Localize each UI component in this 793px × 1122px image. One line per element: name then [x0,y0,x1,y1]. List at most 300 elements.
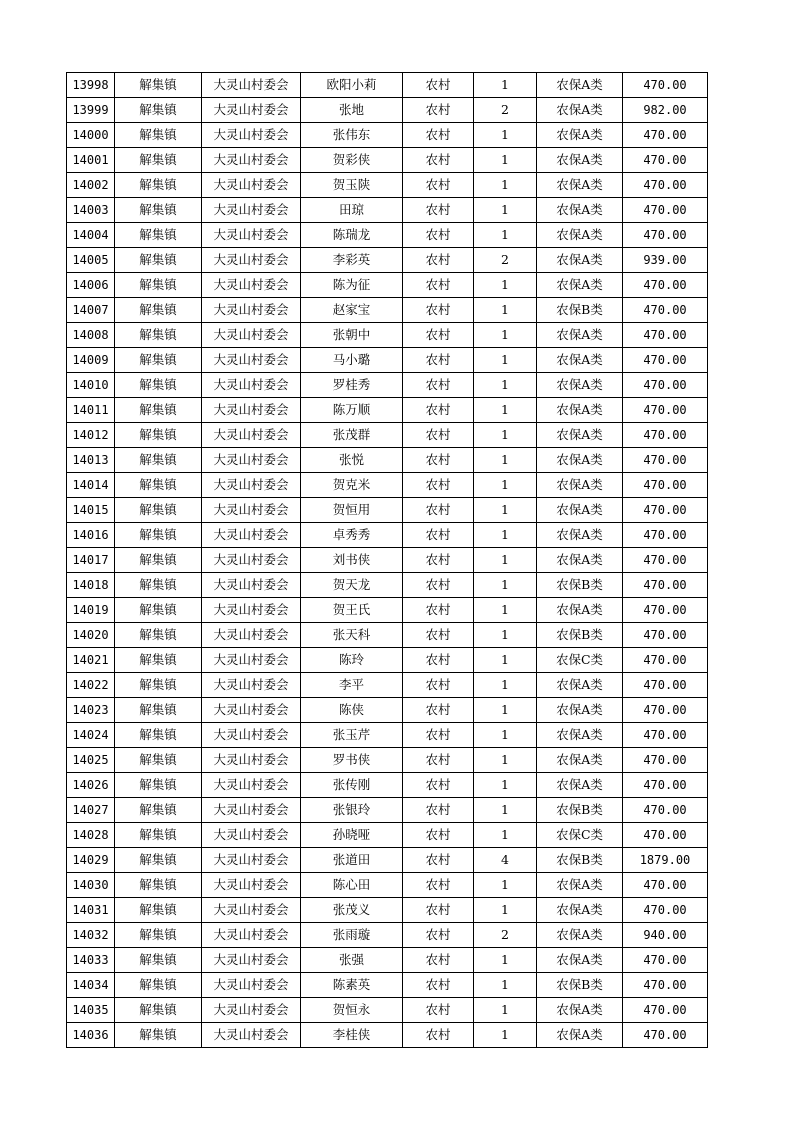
town-name-cell: 解集镇 [115,123,202,148]
area-type-cell: 农村 [403,848,474,873]
person-name-cell: 贺天龙 [301,573,403,598]
person-name-cell: 张茂义 [301,898,403,923]
table-row [67,423,708,448]
household-count-cell: 1 [474,448,537,473]
household-count-cell: 1 [474,348,537,373]
area-type-cell: 农村 [403,173,474,198]
insurance-category-cell: 农保C类 [537,823,623,848]
village-committee-cell: 大灵山村委会 [202,873,301,898]
serial-number-cell: 14016 [67,523,115,548]
village-committee-cell: 大灵山村委会 [202,248,301,273]
village-committee-cell: 大灵山村委会 [202,373,301,398]
serial-number-cell: 14035 [67,998,115,1023]
village-committee-cell: 大灵山村委会 [202,323,301,348]
town-name-cell: 解集镇 [115,423,202,448]
insurance-category-cell: 农保A类 [537,598,623,623]
insurance-category-cell: 农保B类 [537,573,623,598]
amount-cell: 470.00 [623,673,708,698]
town-name-cell: 解集镇 [115,473,202,498]
village-committee-cell: 大灵山村委会 [202,423,301,448]
area-type-cell: 农村 [403,273,474,298]
town-name-cell: 解集镇 [115,298,202,323]
person-name-cell: 卓秀秀 [301,523,403,548]
village-committee-cell: 大灵山村委会 [202,598,301,623]
table-row [67,148,708,173]
table-row [67,673,708,698]
area-type-cell: 农村 [403,723,474,748]
area-type-cell: 农村 [403,448,474,473]
serial-number-cell: 14023 [67,698,115,723]
household-count-cell: 1 [474,898,537,923]
amount-cell: 470.00 [623,1023,708,1048]
person-name-cell: 张朝中 [301,323,403,348]
household-count-cell: 1 [474,1023,537,1048]
village-committee-cell: 大灵山村委会 [202,273,301,298]
insurance-category-cell: 农保A类 [537,473,623,498]
town-name-cell: 解集镇 [115,273,202,298]
town-name-cell: 解集镇 [115,948,202,973]
amount-cell: 470.00 [623,123,708,148]
table-row [67,1023,708,1048]
amount-cell: 982.00 [623,98,708,123]
village-committee-cell: 大灵山村委会 [202,898,301,923]
person-name-cell: 罗书侠 [301,748,403,773]
table-row [67,948,708,973]
village-committee-cell: 大灵山村委会 [202,448,301,473]
amount-cell: 470.00 [623,273,708,298]
area-type-cell: 农村 [403,698,474,723]
town-name-cell: 解集镇 [115,898,202,923]
area-type-cell: 农村 [403,348,474,373]
village-committee-cell: 大灵山村委会 [202,948,301,973]
insurance-category-cell: 农保A类 [537,448,623,473]
table-row [67,98,708,123]
town-name-cell: 解集镇 [115,98,202,123]
household-count-cell: 1 [474,773,537,798]
table-row [67,573,708,598]
area-type-cell: 农村 [403,498,474,523]
household-count-cell: 1 [474,148,537,173]
insurance-category-cell: 农保A类 [537,748,623,773]
household-count-cell: 1 [474,273,537,298]
amount-cell: 470.00 [623,348,708,373]
amount-cell: 470.00 [623,798,708,823]
insurance-category-cell: 农保A类 [537,273,623,298]
town-name-cell: 解集镇 [115,973,202,998]
area-type-cell: 农村 [403,573,474,598]
relief-roster-table [66,72,708,1048]
village-committee-cell: 大灵山村委会 [202,798,301,823]
town-name-cell: 解集镇 [115,623,202,648]
insurance-category-cell: 农保A类 [537,148,623,173]
serial-number-cell: 14029 [67,848,115,873]
serial-number-cell: 13999 [67,98,115,123]
insurance-category-cell: 农保A类 [537,1023,623,1048]
town-name-cell: 解集镇 [115,198,202,223]
table-row [67,798,708,823]
table-row [67,298,708,323]
insurance-category-cell: 农保A类 [537,398,623,423]
town-name-cell: 解集镇 [115,648,202,673]
amount-cell: 470.00 [623,223,708,248]
household-count-cell: 1 [474,223,537,248]
table-row [67,548,708,573]
village-committee-cell: 大灵山村委会 [202,198,301,223]
household-count-cell: 1 [474,823,537,848]
table-row [67,123,708,148]
insurance-category-cell: 农保B类 [537,623,623,648]
town-name-cell: 解集镇 [115,248,202,273]
serial-number-cell: 14009 [67,348,115,373]
person-name-cell: 刘书侠 [301,548,403,573]
household-count-cell: 1 [474,573,537,598]
area-type-cell: 农村 [403,373,474,398]
insurance-category-cell: 农保B类 [537,973,623,998]
table-row [67,498,708,523]
person-name-cell: 李平 [301,673,403,698]
amount-cell: 470.00 [623,173,708,198]
table-row [67,973,708,998]
household-count-cell: 1 [474,123,537,148]
village-committee-cell: 大灵山村委会 [202,748,301,773]
amount-cell: 470.00 [623,373,708,398]
amount-cell: 470.00 [623,823,708,848]
person-name-cell: 张天科 [301,623,403,648]
town-name-cell: 解集镇 [115,548,202,573]
person-name-cell: 李彩英 [301,248,403,273]
table-row [67,998,708,1023]
insurance-category-cell: 农保A类 [537,123,623,148]
village-committee-cell: 大灵山村委会 [202,648,301,673]
table-row [67,448,708,473]
village-committee-cell: 大灵山村委会 [202,123,301,148]
table-row [67,648,708,673]
village-committee-cell: 大灵山村委会 [202,673,301,698]
person-name-cell: 陈素英 [301,973,403,998]
village-committee-cell: 大灵山村委会 [202,998,301,1023]
area-type-cell: 农村 [403,748,474,773]
area-type-cell: 农村 [403,898,474,923]
person-name-cell: 张玉芹 [301,723,403,748]
village-committee-cell: 大灵山村委会 [202,73,301,98]
amount-cell: 470.00 [623,773,708,798]
serial-number-cell: 14014 [67,473,115,498]
town-name-cell: 解集镇 [115,723,202,748]
amount-cell: 470.00 [623,948,708,973]
insurance-category-cell: 农保A类 [537,323,623,348]
village-committee-cell: 大灵山村委会 [202,223,301,248]
area-type-cell: 农村 [403,1023,474,1048]
town-name-cell: 解集镇 [115,873,202,898]
area-type-cell: 农村 [403,973,474,998]
amount-cell: 940.00 [623,923,708,948]
area-type-cell: 农村 [403,773,474,798]
person-name-cell: 贺玉陕 [301,173,403,198]
household-count-cell: 1 [474,673,537,698]
insurance-category-cell: 农保A类 [537,948,623,973]
person-name-cell: 贺彩侠 [301,148,403,173]
area-type-cell: 农村 [403,523,474,548]
insurance-category-cell: 农保A类 [537,723,623,748]
table-row [67,623,708,648]
serial-number-cell: 14032 [67,923,115,948]
serial-number-cell: 14031 [67,898,115,923]
household-count-cell: 1 [474,198,537,223]
household-count-cell: 1 [474,973,537,998]
amount-cell: 470.00 [623,573,708,598]
person-name-cell: 张雨璇 [301,923,403,948]
serial-number-cell: 14015 [67,498,115,523]
town-name-cell: 解集镇 [115,673,202,698]
person-name-cell: 陈心田 [301,873,403,898]
village-committee-cell: 大灵山村委会 [202,473,301,498]
person-name-cell: 张伟东 [301,123,403,148]
area-type-cell: 农村 [403,923,474,948]
area-type-cell: 农村 [403,673,474,698]
area-type-cell: 农村 [403,623,474,648]
amount-cell: 470.00 [623,298,708,323]
insurance-category-cell: 农保A类 [537,923,623,948]
village-committee-cell: 大灵山村委会 [202,173,301,198]
town-name-cell: 解集镇 [115,323,202,348]
village-committee-cell: 大灵山村委会 [202,973,301,998]
person-name-cell: 孙晓哑 [301,823,403,848]
amount-cell: 470.00 [623,898,708,923]
insurance-category-cell: 农保C类 [537,648,623,673]
area-type-cell: 农村 [403,998,474,1023]
person-name-cell: 张地 [301,98,403,123]
household-count-cell: 1 [474,73,537,98]
village-committee-cell: 大灵山村委会 [202,298,301,323]
person-name-cell: 罗桂秀 [301,373,403,398]
village-committee-cell: 大灵山村委会 [202,548,301,573]
household-count-cell: 1 [474,798,537,823]
table-row [67,823,708,848]
household-count-cell: 4 [474,848,537,873]
town-name-cell: 解集镇 [115,923,202,948]
amount-cell: 470.00 [623,448,708,473]
insurance-category-cell: 农保B类 [537,848,623,873]
person-name-cell: 欧阳小莉 [301,73,403,98]
serial-number-cell: 14007 [67,298,115,323]
area-type-cell: 农村 [403,598,474,623]
person-name-cell: 贺恒用 [301,498,403,523]
town-name-cell: 解集镇 [115,823,202,848]
household-count-cell: 1 [474,173,537,198]
person-name-cell: 陈万顺 [301,398,403,423]
amount-cell: 470.00 [623,398,708,423]
village-committee-cell: 大灵山村委会 [202,923,301,948]
household-count-cell: 1 [474,323,537,348]
insurance-category-cell: 农保A类 [537,348,623,373]
person-name-cell: 张悦 [301,448,403,473]
household-count-cell: 2 [474,923,537,948]
insurance-category-cell: 农保A类 [537,773,623,798]
household-count-cell: 1 [474,998,537,1023]
amount-cell: 470.00 [623,323,708,348]
insurance-category-cell: 农保A类 [537,73,623,98]
village-committee-cell: 大灵山村委会 [202,148,301,173]
serial-number-cell: 14006 [67,273,115,298]
town-name-cell: 解集镇 [115,148,202,173]
amount-cell: 939.00 [623,248,708,273]
insurance-category-cell: 农保A类 [537,498,623,523]
area-type-cell: 农村 [403,823,474,848]
town-name-cell: 解集镇 [115,698,202,723]
amount-cell: 470.00 [623,998,708,1023]
person-name-cell: 田琼 [301,198,403,223]
insurance-category-cell: 农保A类 [537,673,623,698]
village-committee-cell: 大灵山村委会 [202,98,301,123]
person-name-cell: 陈为征 [301,273,403,298]
table-body [67,73,708,1048]
table-row [67,173,708,198]
table-row [67,898,708,923]
village-committee-cell: 大灵山村委会 [202,623,301,648]
household-count-cell: 1 [474,873,537,898]
insurance-category-cell: 农保A类 [537,998,623,1023]
amount-cell: 470.00 [623,973,708,998]
serial-number-cell: 14022 [67,673,115,698]
town-name-cell: 解集镇 [115,573,202,598]
village-committee-cell: 大灵山村委会 [202,723,301,748]
household-count-cell: 1 [474,698,537,723]
serial-number-cell: 14021 [67,648,115,673]
area-type-cell: 农村 [403,248,474,273]
insurance-category-cell: 农保A类 [537,198,623,223]
person-name-cell: 赵家宝 [301,298,403,323]
serial-number-cell: 14025 [67,748,115,773]
person-name-cell: 陈侠 [301,698,403,723]
household-count-cell: 1 [474,623,537,648]
person-name-cell: 张传刚 [301,773,403,798]
amount-cell: 470.00 [623,73,708,98]
area-type-cell: 农村 [403,323,474,348]
village-committee-cell: 大灵山村委会 [202,773,301,798]
village-committee-cell: 大灵山村委会 [202,848,301,873]
town-name-cell: 解集镇 [115,798,202,823]
household-count-cell: 2 [474,248,537,273]
household-count-cell: 1 [474,473,537,498]
town-name-cell: 解集镇 [115,398,202,423]
person-name-cell: 张强 [301,948,403,973]
person-name-cell: 贺王氏 [301,598,403,623]
area-type-cell: 农村 [403,423,474,448]
serial-number-cell: 14024 [67,723,115,748]
serial-number-cell: 14000 [67,123,115,148]
serial-number-cell: 14001 [67,148,115,173]
area-type-cell: 农村 [403,398,474,423]
table-row [67,323,708,348]
table-row [67,698,708,723]
insurance-category-cell: 农保A类 [537,223,623,248]
serial-number-cell: 14036 [67,1023,115,1048]
town-name-cell: 解集镇 [115,773,202,798]
table-row [67,273,708,298]
table-row [67,373,708,398]
person-name-cell: 贺克米 [301,473,403,498]
town-name-cell: 解集镇 [115,173,202,198]
amount-cell: 470.00 [623,423,708,448]
amount-cell: 470.00 [623,498,708,523]
insurance-category-cell: 农保B类 [537,298,623,323]
serial-number-cell: 14030 [67,873,115,898]
village-committee-cell: 大灵山村委会 [202,573,301,598]
household-count-cell: 2 [474,98,537,123]
amount-cell: 470.00 [623,648,708,673]
serial-number-cell: 14028 [67,823,115,848]
area-type-cell: 农村 [403,948,474,973]
serial-number-cell: 14018 [67,573,115,598]
serial-number-cell: 14019 [67,598,115,623]
serial-number-cell: 14005 [67,248,115,273]
household-count-cell: 1 [474,498,537,523]
serial-number-cell: 14034 [67,973,115,998]
amount-cell: 470.00 [623,873,708,898]
serial-number-cell: 14020 [67,623,115,648]
town-name-cell: 解集镇 [115,523,202,548]
household-count-cell: 1 [474,423,537,448]
town-name-cell: 解集镇 [115,373,202,398]
table-row [67,848,708,873]
person-name-cell: 陈瑞龙 [301,223,403,248]
town-name-cell: 解集镇 [115,498,202,523]
town-name-cell: 解集镇 [115,1023,202,1048]
town-name-cell: 解集镇 [115,848,202,873]
amount-cell: 470.00 [623,148,708,173]
amount-cell: 470.00 [623,473,708,498]
serial-number-cell: 14011 [67,398,115,423]
area-type-cell: 农村 [403,648,474,673]
area-type-cell: 农村 [403,548,474,573]
town-name-cell: 解集镇 [115,348,202,373]
insurance-category-cell: 农保A类 [537,373,623,398]
table-row [67,598,708,623]
serial-number-cell: 13998 [67,73,115,98]
household-count-cell: 1 [474,948,537,973]
town-name-cell: 解集镇 [115,998,202,1023]
insurance-category-cell: 农保A类 [537,873,623,898]
household-count-cell: 1 [474,373,537,398]
area-type-cell: 农村 [403,123,474,148]
table-row [67,73,708,98]
area-type-cell: 农村 [403,98,474,123]
town-name-cell: 解集镇 [115,73,202,98]
table-row [67,398,708,423]
table-row [67,523,708,548]
village-committee-cell: 大灵山村委会 [202,523,301,548]
village-committee-cell: 大灵山村委会 [202,823,301,848]
amount-cell: 470.00 [623,548,708,573]
village-committee-cell: 大灵山村委会 [202,348,301,373]
household-count-cell: 1 [474,548,537,573]
household-count-cell: 1 [474,298,537,323]
serial-number-cell: 14027 [67,798,115,823]
insurance-category-cell: 农保A类 [537,898,623,923]
area-type-cell: 农村 [403,198,474,223]
serial-number-cell: 14002 [67,173,115,198]
person-name-cell: 贺恒永 [301,998,403,1023]
table-row [67,723,708,748]
insurance-category-cell: 农保B类 [537,798,623,823]
amount-cell: 470.00 [623,623,708,648]
table-row [67,223,708,248]
person-name-cell: 张银玲 [301,798,403,823]
serial-number-cell: 14004 [67,223,115,248]
serial-number-cell: 14010 [67,373,115,398]
person-name-cell: 张茂群 [301,423,403,448]
table-row [67,248,708,273]
